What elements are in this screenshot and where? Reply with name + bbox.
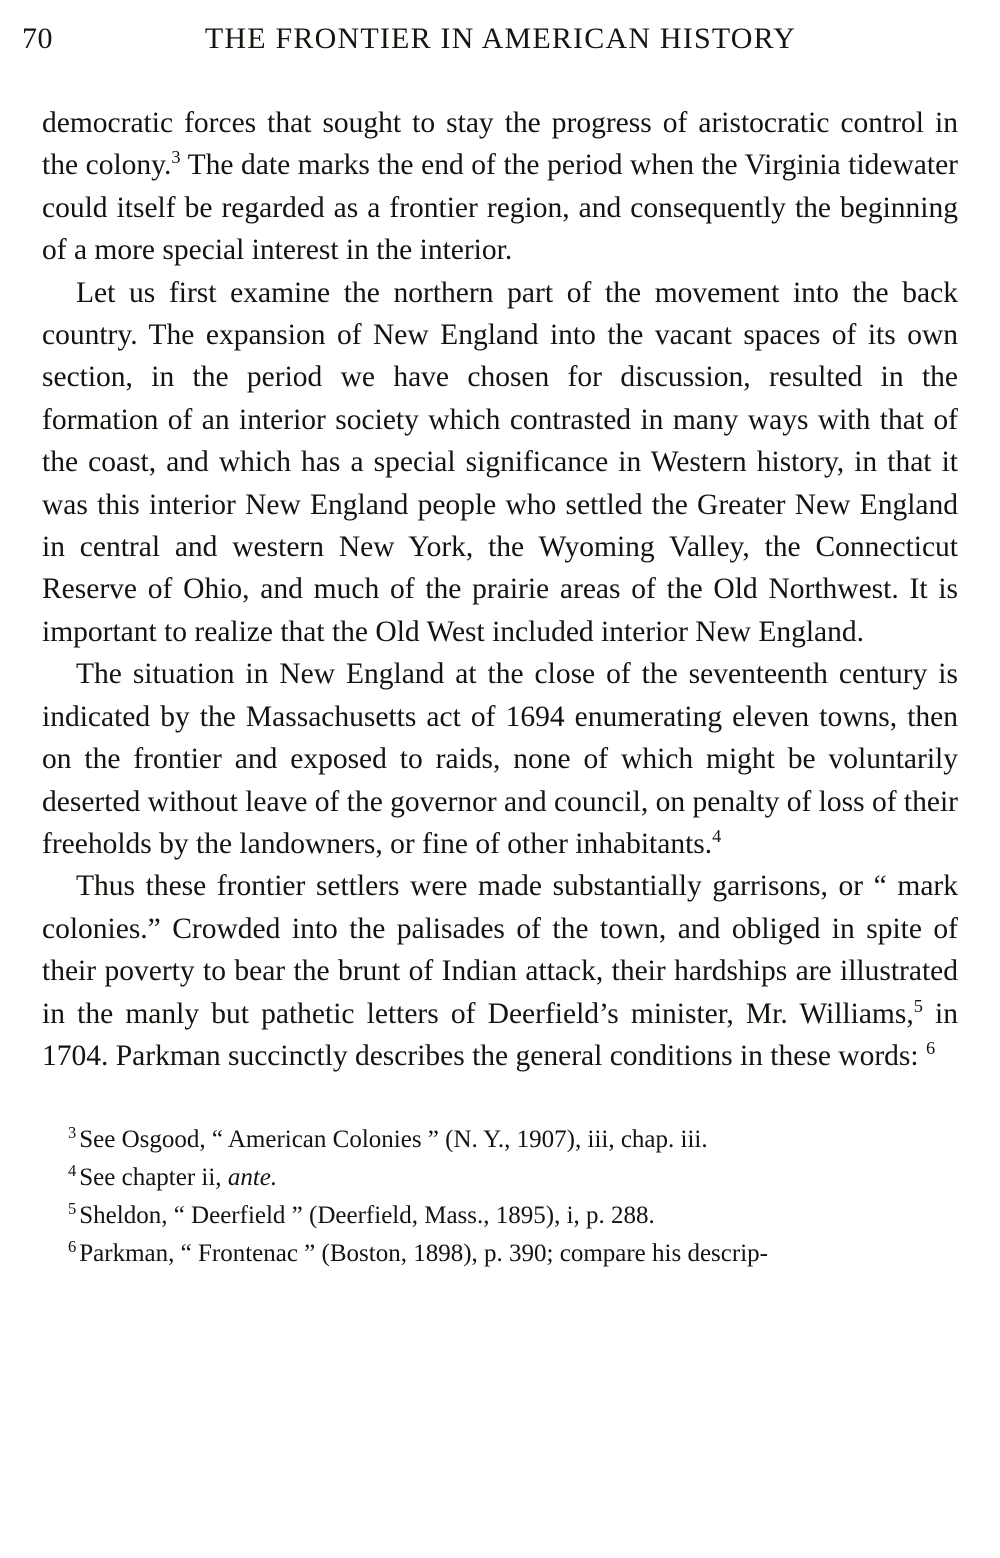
footnote-6-text: Parkman, “ Frontenac ” (Boston, 1898), p. 390; compare his descrip-: [79, 1240, 768, 1268]
footnote-4: [68, 1159, 958, 1197]
footnotes-section: [22, 1121, 978, 1273]
footnote-6-marker: 6: [68, 1237, 77, 1257]
footnote-ref-3: 3: [171, 147, 181, 168]
footnote-5-text: Sheldon, “ Deerfield ” (Deerfield, Mass., 1895), i, p. 288.: [79, 1202, 655, 1230]
paragraph-1: [42, 102, 958, 272]
paragraph-2: Let us first examine the northern part of the movement into the back country. The expansion of New England into the vacant spaces of its own section, in the period we have chosen for discussion, resulted in the formation of an interior society which contrasted in many ways with that of the coast, and which has a special significance in Western history, in that it was this interior New England people who settled the Greater New England in central and western New York, the Wyoming Valley, the Connecticut Reserve of Ohio, and much of the prairie areas of the Old Northwest. It is important to realize that the Old West included interior New England.: [42, 276, 958, 648]
paragraph-1-text-b: The date marks the end of the period when the Virginia tidewater could itself be regarded as a frontier region, and consequently the beginning of a more special interest in the interior.: [42, 149, 958, 267]
paragraph-1-text-a: democratic forces that sought to stay the progress of aristocratic control in the colony.: [42, 107, 958, 182]
page-title: THE FRONTIER IN AMERICAN HISTORY: [204, 22, 797, 55]
book-page: [0, 22, 1000, 1558]
footnote-4-marker: 4: [68, 1161, 77, 1181]
footnote-3-marker: 3: [68, 1123, 77, 1143]
paragraph-4-text-a: Thus these frontier settlers were made substantially garrisons, or “ mark colonies.” Crowded into the palisades of the town, and obliged in spite of their poverty to bear the brunt of Indian attack, their hardships are illustrated in the manly but pathetic letters of Deerfield’s minister, Mr. Williams,: [42, 870, 958, 1030]
footnote-ref-5: 5: [913, 995, 923, 1016]
footnote-5-marker: 5: [68, 1199, 77, 1219]
paragraph-3: [42, 653, 958, 865]
footnote-4-text-italic: ante.: [227, 1164, 278, 1192]
footnote-3: [68, 1121, 958, 1159]
paragraph-4-text-b: in 1704. Parkman succinctly describes the general conditions in these words:: [42, 997, 958, 1072]
footnote-6: [68, 1235, 958, 1273]
paragraph-4: [42, 865, 958, 1077]
footnote-5: [68, 1197, 958, 1235]
footnote-3-text: See Osgood, “ American Colonies ” (N. Y., 1907), iii, chap. iii.: [79, 1126, 708, 1154]
body-text-column: [22, 102, 978, 1077]
footnote-ref-6: 6: [925, 1038, 936, 1059]
footnote-ref-4: 4: [712, 826, 722, 847]
paragraph-3-text-a: The situation in New England at the close of the seventeenth century is indicated by the Massachusetts act of 1694 enumerating eleven towns, then on the frontier and exposed to raids, none of which might be voluntarily deserted without leave of the governor and council, on penalty of loss of their freeholds by the landowners, or fine of other inhabitants.: [42, 658, 958, 860]
page-number: 70: [22, 22, 53, 55]
footnote-4-text: See chapter ii,: [79, 1164, 228, 1192]
running-head: [0, 22, 1000, 56]
